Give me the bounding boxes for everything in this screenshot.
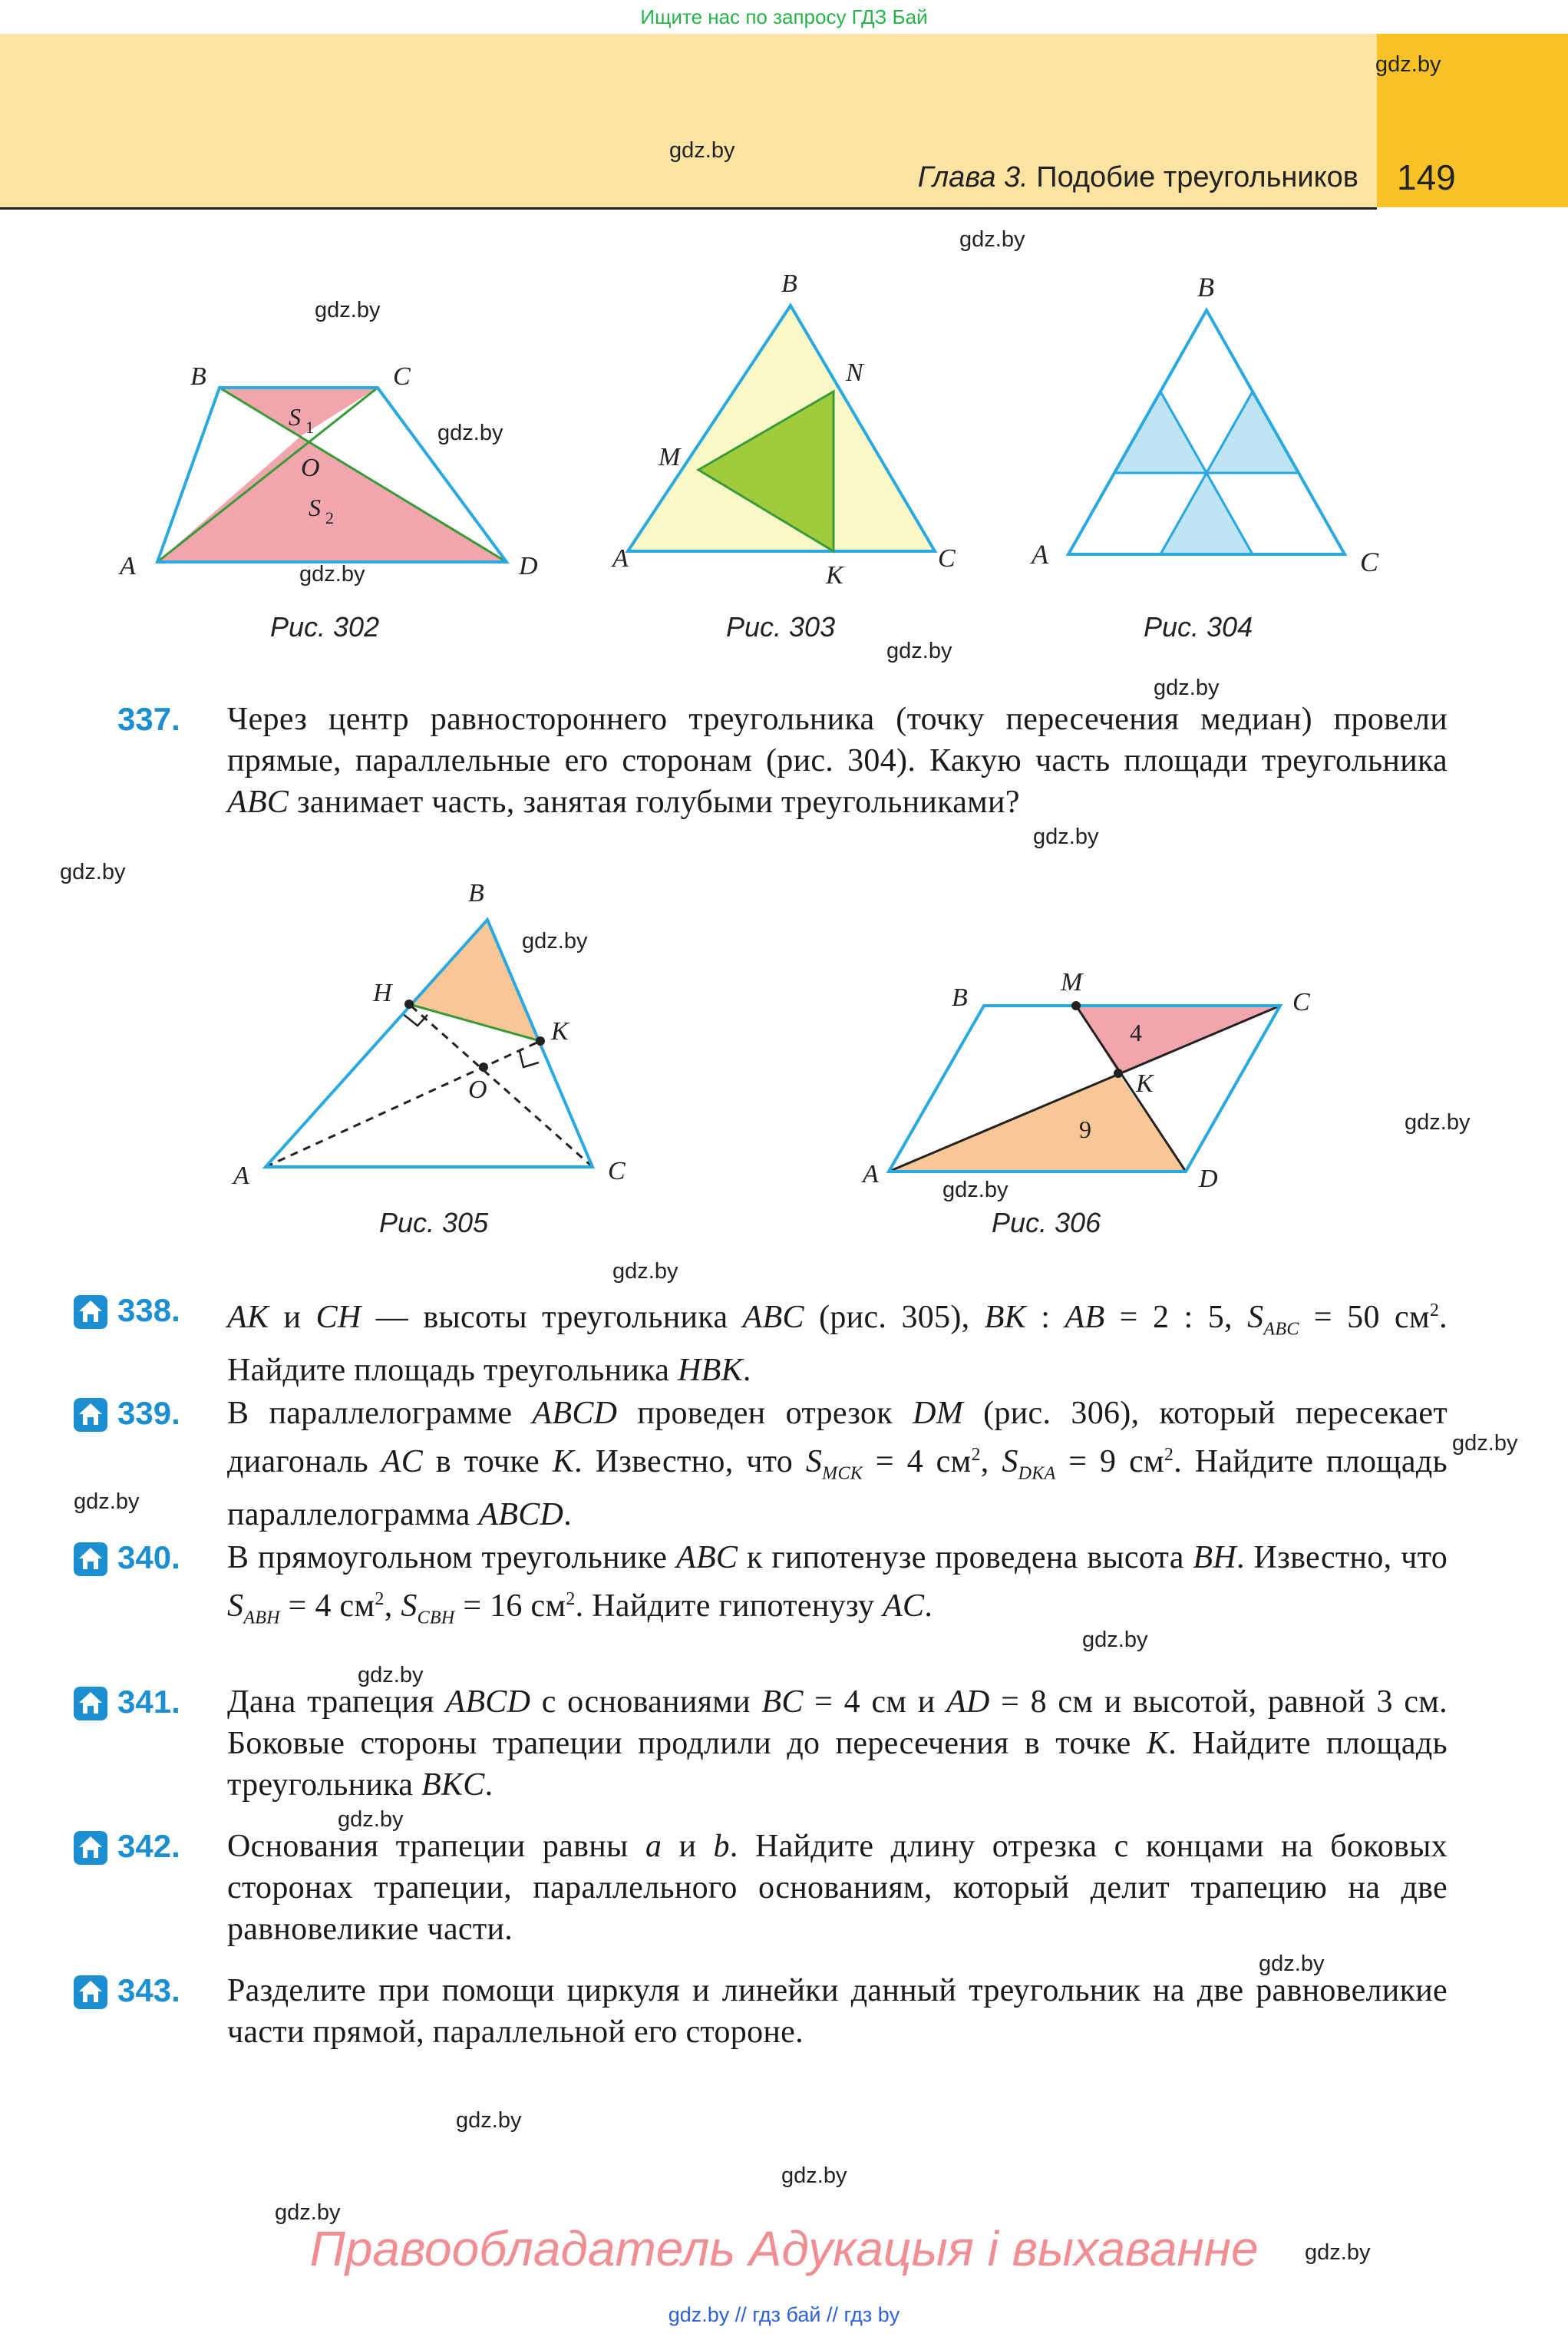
problem-number: 338. (117, 1292, 180, 1328)
caption-fig-303: Рис. 303 (726, 611, 836, 643)
text-run: , (980, 1444, 1002, 1479)
area-label-s2: S (309, 494, 321, 521)
var: K (552, 1444, 575, 1479)
var: BC (761, 1684, 804, 1720)
point-m (1071, 1001, 1081, 1010)
var: CH (315, 1300, 361, 1335)
text-run: занимает часть, занятая голубыми треугольниками? (289, 785, 1020, 820)
point-label-o: O (301, 454, 320, 482)
point-k (536, 1036, 545, 1046)
subscript: MCK (822, 1463, 863, 1484)
watermark: gdz.by (338, 1807, 404, 1832)
var: ABCD (445, 1684, 531, 1720)
problem-339 (69, 1393, 1448, 1533)
text-run: (рис. 305), (804, 1300, 985, 1335)
text-run: с основаниями (530, 1684, 762, 1720)
superscript: 2 (375, 1589, 385, 1609)
subscript: DKA (1018, 1463, 1056, 1484)
var: a (645, 1829, 662, 1864)
text-run: = 50 см (1299, 1300, 1430, 1335)
problem-number: 339. (117, 1395, 180, 1431)
vertex-label-a: A (1032, 539, 1048, 570)
blue-triangle-bottom (1160, 473, 1253, 554)
vertex-label-a: A (863, 1160, 879, 1188)
top-search-note[interactable]: Ищите нас по запросу ГДЗ Бай (640, 5, 928, 28)
vertex-label-k: K (551, 1017, 569, 1046)
blue-triangle-left (1114, 392, 1207, 473)
var: DM (913, 1396, 963, 1431)
house-icon (73, 1294, 108, 1330)
var: AK (227, 1300, 269, 1335)
text-run: . (924, 1588, 933, 1624)
var: S (227, 1588, 244, 1624)
text-run: . (484, 1767, 494, 1803)
watermark: gdz.by (437, 421, 503, 445)
text-run: и (662, 1829, 714, 1864)
subscript: ABH (243, 1608, 280, 1628)
var: ABC (742, 1300, 804, 1335)
text-run: . Найдите площадь треугольника (227, 1300, 1448, 1389)
problem-text (227, 1970, 1448, 2053)
problem-342 (69, 1826, 1448, 1956)
watermark: gdz.by (60, 860, 126, 884)
vertex-label-m: M (659, 443, 681, 471)
subscript: CBH (417, 1608, 455, 1628)
var: S (1002, 1444, 1018, 1479)
var: ABC (675, 1540, 738, 1575)
figure-304 (1013, 261, 1412, 599)
watermark: gdz.by (315, 298, 381, 322)
running-header (918, 161, 1358, 194)
text-run: . (563, 1497, 572, 1533)
watermark: gdz.by (1375, 52, 1441, 77)
caption-fig-302: Рис. 302 (270, 611, 380, 643)
problem-number: 342. (117, 1828, 180, 1864)
text-run: Разделите при помощи циркуля и линейки данный треугольник на две равновеликие части прямой, параллельной его стороне. (227, 1973, 1448, 2050)
blue-triangle-right (1207, 392, 1299, 473)
var: S (1247, 1300, 1264, 1335)
problem-340 (69, 1537, 1448, 1667)
problem-number: 337. (117, 701, 180, 737)
vertex-label-a: A (233, 1162, 249, 1190)
figure-305 (215, 875, 660, 1198)
text-run: В параллелограмме (227, 1396, 533, 1431)
figure-302 (107, 345, 568, 599)
vertex-label-k: K (1136, 1069, 1154, 1098)
triangle-mck (1076, 1006, 1280, 1073)
watermark: gdz.by (358, 1663, 424, 1687)
vertex-label-c: C (1360, 547, 1379, 577)
text-run: = 4 см (279, 1588, 375, 1624)
var: S (805, 1444, 823, 1479)
watermark: gdz.by (74, 1489, 140, 1514)
var: ABCD (478, 1497, 564, 1533)
area-label-s1-sub: 1 (305, 418, 314, 437)
text-run: . (742, 1353, 751, 1389)
watermark: gdz.by (886, 639, 952, 663)
watermark: gdz.by (1033, 825, 1099, 849)
var: AC (381, 1444, 424, 1479)
vertex-label-o: O (468, 1076, 487, 1104)
house-icon (73, 1542, 108, 1577)
vertex-label-b: B (952, 983, 968, 1012)
text-run: В прямоугольном треугольнике (227, 1540, 676, 1575)
var: ABC (227, 785, 289, 820)
superscript: 2 (1164, 1445, 1174, 1465)
superscript: 2 (566, 1589, 576, 1609)
text-run: Основания трапеции равны (227, 1829, 645, 1864)
text-run: = 4 см (863, 1444, 972, 1479)
text-run: проведен отрезок (617, 1396, 913, 1431)
area-label-s1: S (289, 403, 301, 431)
vertex-label-d: D (519, 552, 538, 580)
text-run: . Известно, что (574, 1444, 806, 1479)
problem-341 (69, 1681, 1448, 1812)
superscript: 2 (971, 1445, 981, 1465)
problem-text (227, 1290, 1448, 1391)
var: BKC (421, 1767, 485, 1803)
point-o (479, 1063, 488, 1072)
text-run: (рис. 306), который пересекает диагональ (227, 1396, 1448, 1479)
text-run: = 2 : 5, (1104, 1300, 1248, 1335)
problem-number: 340. (117, 1539, 180, 1575)
problem-number: 343. (117, 1972, 180, 2008)
caption-fig-306: Рис. 306 (992, 1207, 1101, 1238)
watermark: gdz.by (612, 1259, 678, 1284)
point-k (1114, 1069, 1123, 1078)
problem-text (227, 699, 1448, 823)
watermark: gdz.by (959, 227, 1025, 252)
vertex-label-c: C (608, 1157, 626, 1185)
vertex-label-a: A (120, 552, 136, 580)
vertex-label-d: D (1199, 1165, 1218, 1193)
problem-338 (69, 1290, 1448, 1389)
caption-fig-305: Рис. 305 (379, 1207, 489, 1238)
vertex-label-h: H (373, 979, 392, 1007)
caption-fig-304: Рис. 304 (1144, 611, 1253, 643)
house-icon (73, 1830, 108, 1866)
text-run: Дана трапеция (227, 1684, 446, 1720)
vertex-label-b: B (190, 362, 206, 391)
problem-text (227, 1826, 1448, 1950)
right-angle-h (402, 1013, 427, 1026)
text-run: = 16 см (454, 1588, 566, 1624)
area-label-s2-sub: 2 (325, 508, 334, 527)
watermark: gdz.by (1154, 676, 1220, 700)
figure-303 (606, 261, 975, 599)
var: K (1146, 1726, 1169, 1761)
right-angle-k (520, 1051, 539, 1067)
text-run: , (384, 1588, 401, 1624)
house-icon (73, 1397, 108, 1433)
watermark: gdz.by (1452, 1431, 1518, 1456)
var: AB (1065, 1300, 1105, 1335)
var: ABCD (532, 1396, 618, 1431)
chapter-label: Глава 3. (917, 161, 1028, 193)
figure-306 (852, 960, 1328, 1205)
problem-337 (69, 699, 1448, 875)
var: BK (984, 1300, 1026, 1335)
watermark: gdz.by (1305, 2240, 1371, 2265)
text-run: в точке (423, 1444, 553, 1479)
vertex-label-b: B (781, 269, 797, 298)
watermark: gdz.by (942, 1178, 1008, 1202)
vertex-label-n: N (846, 359, 863, 387)
watermark: gdz.by (456, 2108, 522, 2133)
house-icon (73, 1686, 108, 1721)
area-label-9: 9 (1079, 1115, 1091, 1143)
watermark: gdz.by (781, 2163, 847, 2188)
problem-text (227, 1681, 1448, 1806)
watermark: gdz.by (1259, 1952, 1325, 1976)
text-run: . Известно, что (1236, 1540, 1448, 1575)
watermark: gdz.by (522, 929, 588, 954)
text-run: . Найдите гипотенузу (575, 1588, 883, 1624)
text-run: = 8 см и высотой, равной 3 см. Боковые стороны трапеции продлили до пересечения в точке (227, 1684, 1448, 1761)
vertex-label-k: K (826, 561, 843, 590)
problem-number: 341. (117, 1684, 180, 1720)
text-run: и (269, 1300, 316, 1335)
point-h (404, 1000, 414, 1009)
watermark: gdz.by (1405, 1110, 1471, 1135)
text-run: Через центр равностороннего треугольника (точку пересечения медиан) провели прямые, параллельные его сторонам (рис. 304). Какую часть площади треугольника (227, 702, 1448, 778)
area-label-4: 4 (1130, 1019, 1142, 1046)
var: HBK (678, 1353, 743, 1389)
problem-text (227, 1537, 1448, 1638)
watermark: gdz.by (299, 562, 365, 587)
var: b (713, 1829, 730, 1864)
text-run: : (1026, 1300, 1065, 1335)
text-run: . Найдите площадь треугольника (227, 1726, 1448, 1803)
header-rule (0, 207, 1377, 210)
text-run: = 9 см (1055, 1444, 1164, 1479)
text-run: = 4 см и (803, 1684, 947, 1720)
text-run: к гипотенузе проведена высота (738, 1540, 1193, 1575)
vertex-label-c: C (1292, 988, 1310, 1016)
text-run: . Найдите площадь параллелограмма (227, 1444, 1448, 1533)
var: AD (946, 1684, 990, 1720)
watermark: gdz.by (669, 138, 735, 163)
altitude-ak (266, 1041, 540, 1167)
chapter-title: Подобие треугольников (1036, 161, 1358, 193)
var: BH (1193, 1540, 1237, 1575)
house-icon (73, 1975, 108, 2010)
var: AC (883, 1588, 925, 1624)
vertex-label-m: M (1061, 968, 1083, 996)
superscript: 2 (1429, 1301, 1440, 1320)
problem-text (227, 1393, 1448, 1535)
text-run: . Найдите длину отрезка с концами на боковых сторонах трапеции, параллельного основаниям, который делит трапецию на две равновеликие части. (227, 1829, 1448, 1947)
text-run: — высоты треугольника (361, 1300, 743, 1335)
var: S (401, 1588, 418, 1624)
vertex-label-a: A (612, 544, 629, 573)
vertex-label-b: B (1197, 272, 1214, 302)
vertex-label-c: C (938, 544, 956, 573)
page-number: 149 (1397, 157, 1456, 197)
copyright-holder: Правообладатель Адукацыя і выхаванне (309, 2221, 1259, 2276)
vertex-label-b: B (468, 879, 484, 907)
footer-links[interactable]: gdz.by // гдз бай // гдз by (668, 2303, 900, 2326)
vertex-label-c: C (393, 362, 411, 391)
subscript: ABC (1263, 1319, 1299, 1340)
watermark: gdz.by (1082, 1628, 1148, 1652)
problem-343 (69, 1970, 1448, 2062)
watermark: gdz.by (275, 2200, 341, 2225)
